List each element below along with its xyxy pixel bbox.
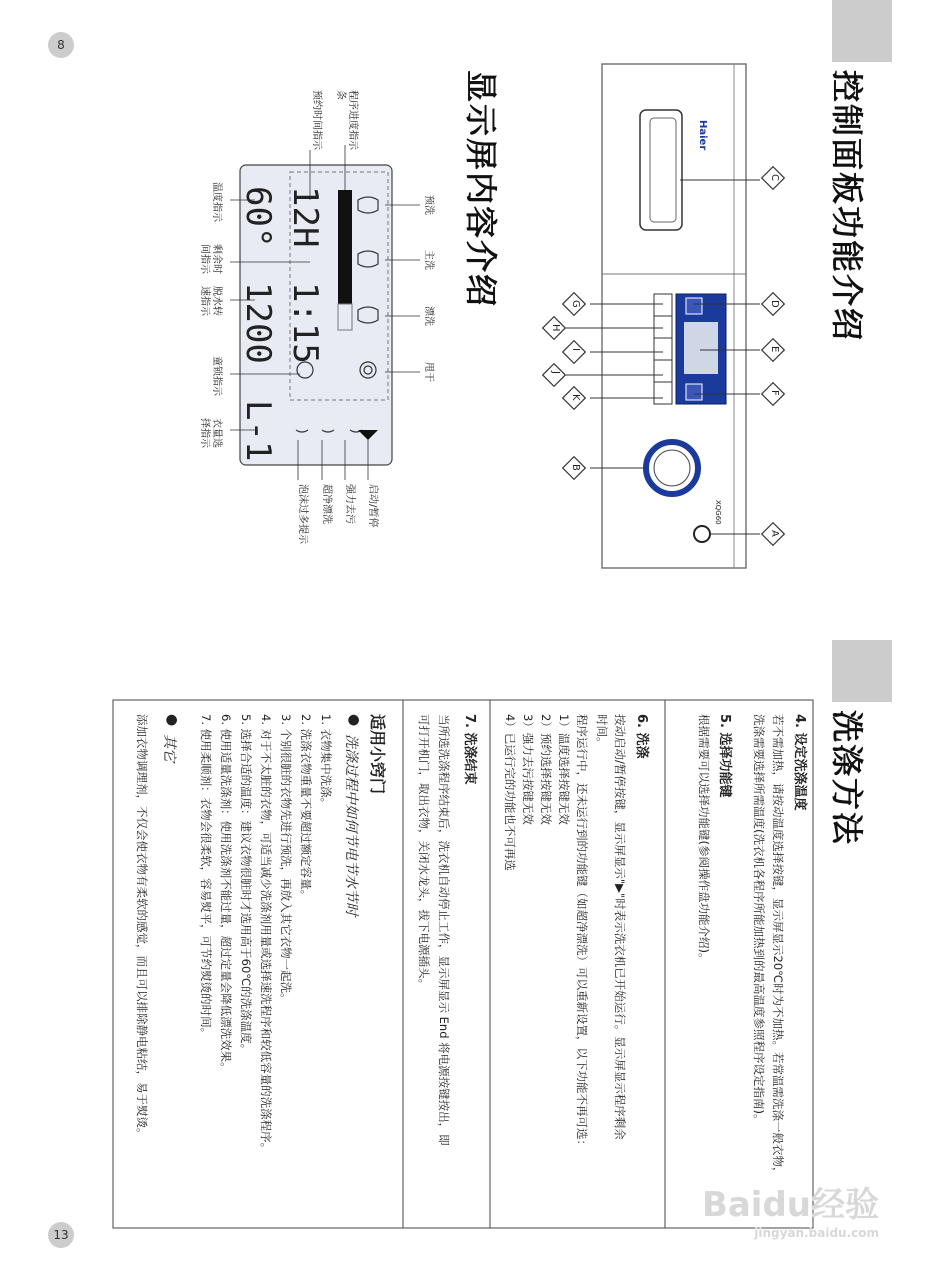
page-number-bottom: 13 bbox=[48, 1222, 74, 1248]
label-spin-speed: 脱水转速指示 bbox=[199, 286, 222, 316]
label-rinse: 漂洗 bbox=[423, 306, 434, 326]
callout-k: K bbox=[570, 394, 581, 401]
tip-3: 3. 个别很脏的衣物先进行预洗，再放入其它衣物一起洗。 bbox=[279, 714, 293, 1005]
other-bullet: ● bbox=[164, 714, 180, 727]
watermark bbox=[702, 1177, 879, 1240]
label-remaining-time: 剩余时间指示 bbox=[199, 244, 222, 274]
callout-d: D bbox=[769, 300, 780, 308]
label-super-rinse: 超净漂洗 bbox=[321, 484, 332, 524]
other-body: 添加衣物调理剂，不仅会使衣物有柔软的感觉，而且可以排除静电粘结，易于熨烫。 bbox=[135, 714, 149, 1140]
display-temperature: 60° bbox=[238, 186, 278, 248]
brand-logo: Haier bbox=[697, 120, 708, 151]
display-spin-speed: 1200 bbox=[238, 282, 278, 364]
callout-h: H bbox=[550, 324, 561, 332]
tip-2: 2. 洗涤衣物重量不要超过额定容量。 bbox=[299, 714, 313, 902]
label-progress-bar: 程序进度指示条 bbox=[335, 90, 358, 150]
callout-i: I bbox=[570, 348, 581, 351]
s6-line-2: 时间。 bbox=[595, 714, 609, 749]
callout-e: E bbox=[769, 346, 780, 353]
s6-heading: 6. 洗涤 bbox=[634, 714, 649, 759]
callout-j: J bbox=[550, 371, 561, 374]
s7-heading: 7. 洗涤结束 bbox=[462, 714, 477, 785]
label-load-select: 衣量选择指示 bbox=[199, 418, 222, 448]
other-heading: 其它 bbox=[161, 734, 177, 762]
s6-line-7: 4）已运行完的功能也不可再选 bbox=[503, 714, 517, 871]
label-child-lock: 童锁指示 bbox=[211, 356, 222, 396]
s4-line-2: 洗涤需要选择所需温度(洗衣机各程序所能加热到的最高温度参照程序设定指南)。 bbox=[752, 714, 766, 1126]
tip-1: 1. 衣物集中洗涤。 bbox=[319, 714, 333, 810]
tips-heading: 适用小窍门 bbox=[368, 714, 387, 795]
callout-c: C bbox=[769, 174, 780, 181]
control-panel-title: 控制面板功能介绍 bbox=[828, 70, 866, 343]
label-foam-warning: 泡沫过多提示 bbox=[297, 484, 308, 544]
tips-bullet: ● bbox=[346, 714, 362, 727]
display-time-reserve: 12H bbox=[285, 186, 325, 248]
label-spin: 甩干 bbox=[423, 362, 434, 382]
tip-7: 7. 使用柔顺剂：衣物会很柔软，容易熨平，可节约熨烫的时间。 bbox=[199, 714, 213, 1040]
label-temperature: 温度指示 bbox=[211, 182, 222, 222]
model-label: XQG60 bbox=[714, 500, 722, 525]
s6-line-1: 按动启动/暂停按键，显示屏显示"▶"时表示洗衣机已开始运行。显示屏显示程序剩余 bbox=[613, 714, 627, 1140]
s6-line-5: 2）预约选择按键无效 bbox=[539, 714, 553, 825]
display-remaining-time: 1:15 bbox=[285, 282, 325, 364]
display-load: L-1 bbox=[238, 400, 278, 462]
s4-heading: 4. 设定洗涤温度 bbox=[792, 714, 807, 811]
display-title: 显示屏内容介绍 bbox=[462, 70, 500, 309]
tip-6: 6. 使用适量洗涤剂：使用洗涤剂不能过量，超过定量会降低漂洗效果。 bbox=[219, 714, 233, 1074]
s7-line-1: 当所选洗涤程序结束后，洗衣机自动停止工作，显示屏显示 End 将电源按键按出，即 bbox=[437, 714, 451, 1146]
label-strong-wash: 强力去污 bbox=[344, 484, 355, 524]
label-prewash: 预洗 bbox=[423, 195, 434, 215]
s7-line-2: 可打开机门，取出衣物，关闭水龙头，拔下电源插头。 bbox=[417, 714, 431, 990]
callout-f: F bbox=[769, 390, 780, 396]
page-number-top: 8 bbox=[48, 32, 74, 58]
label-reserve-time: 预约时间指示 bbox=[311, 90, 322, 150]
s5-line-1: 根据需要可以选择功能键(参阅操作盘功能介绍)。 bbox=[697, 714, 711, 965]
label-start-pause: 启动/暂停 bbox=[367, 484, 378, 528]
label-mainwash: 主洗 bbox=[423, 250, 434, 270]
s5-heading: 5. 选择功能键 bbox=[717, 714, 732, 798]
s6-line-4: 1）温度选择按键无效 bbox=[557, 714, 571, 825]
tips-subheading: 洗涤过程中如何节电节水节时 bbox=[343, 734, 359, 916]
watermark-main: Baidu经验 bbox=[701, 1185, 879, 1225]
wash-method-title: 洗涤方法 bbox=[828, 710, 866, 847]
callout-a: A bbox=[769, 530, 780, 537]
watermark-sub: jingyan.baidu.com bbox=[754, 1226, 879, 1240]
callout-g: G bbox=[570, 300, 581, 308]
tip-5: 5. 选择合适的温度：建议衣物很脏时才选用高于60℃的洗涤温度。 bbox=[239, 714, 253, 1056]
tip-4: 4. 对于不太脏的衣物，可适当减少洗涤剂用量或选择速洗程序和较低容量的洗涤程序。 bbox=[259, 714, 273, 1155]
callout-b: B bbox=[570, 464, 581, 471]
s6-line-6: 3）强力去污按键无效 bbox=[521, 714, 535, 825]
s4-line-1: 若不需加热，请按动温度选择按键，显示屏显示20℃时为不加热。若常温需洗涤一般衣物， bbox=[771, 714, 785, 1179]
s6-line-3: 程序运行中，还未运行到的功能键（如超净漂洗）可以重新设置，以下功能不再可选： bbox=[575, 714, 589, 1151]
